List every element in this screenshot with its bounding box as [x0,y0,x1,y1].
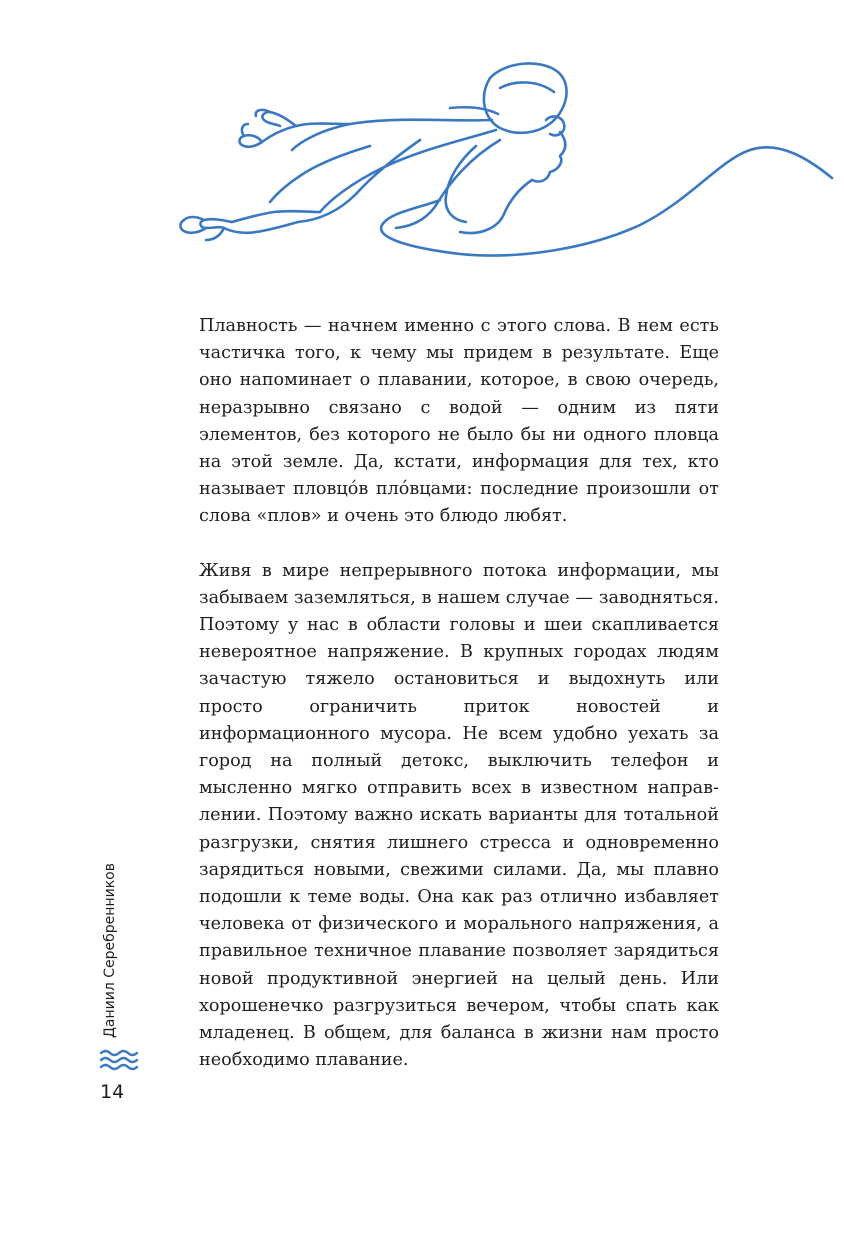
swimmer-illustration [120,50,844,280]
author-running-head: Даниил Серебренников [102,863,118,1038]
page-number: 14 [100,1081,125,1103]
waves-icon [99,1049,139,1071]
main-text [199,313,719,1074]
paragraph-1: Плавность — начнем именно с этого слова. В нем есть частичка того, к чему мы придем в результате. Еще оно напоминает о плавании, которое, в свою очередь, неразрывно связано с водой — одним из пяти элементов, без которого не было бы ни одного пловца на этой земле. Да, кстати, информация для тех, кто называет пловцóв плóвцами: последние произошли от слова «плов» и очень это блюдо любят. [199,316,719,527]
paragraph-2: Живя в мире непрерывного потока информации, мы забываем заземляться, в нашем случае — заводняться. Поэтому у нас в области головы и шеи скапливается невероятное напряжение. В крупных городах людям зачастую тяжело остановиться и выдохнуть или просто ограничить приток новостей и информационного мусора. Не всем удобно уехать за город на полный детокс, выключить телефон и мысленно мягко отправить всех в известном направлении. Поэтому важно искать варианты для тотальной разгрузки, снятия лишнего стресса и одновременно зарядиться новыми, свежими силами. Да, мы плавно подошли к теме воды. Она как раз отлично избавляет человека от физического и морального напряжения, а правильное техничное плавание позволяет зарядиться новой продуктивной энергией на целый день. Или хорошенечко разгрузиться вечером, чтобы спать как младенец. В общем, для баланса в жизни нам просто необходимо плавание. [199,560,719,1071]
